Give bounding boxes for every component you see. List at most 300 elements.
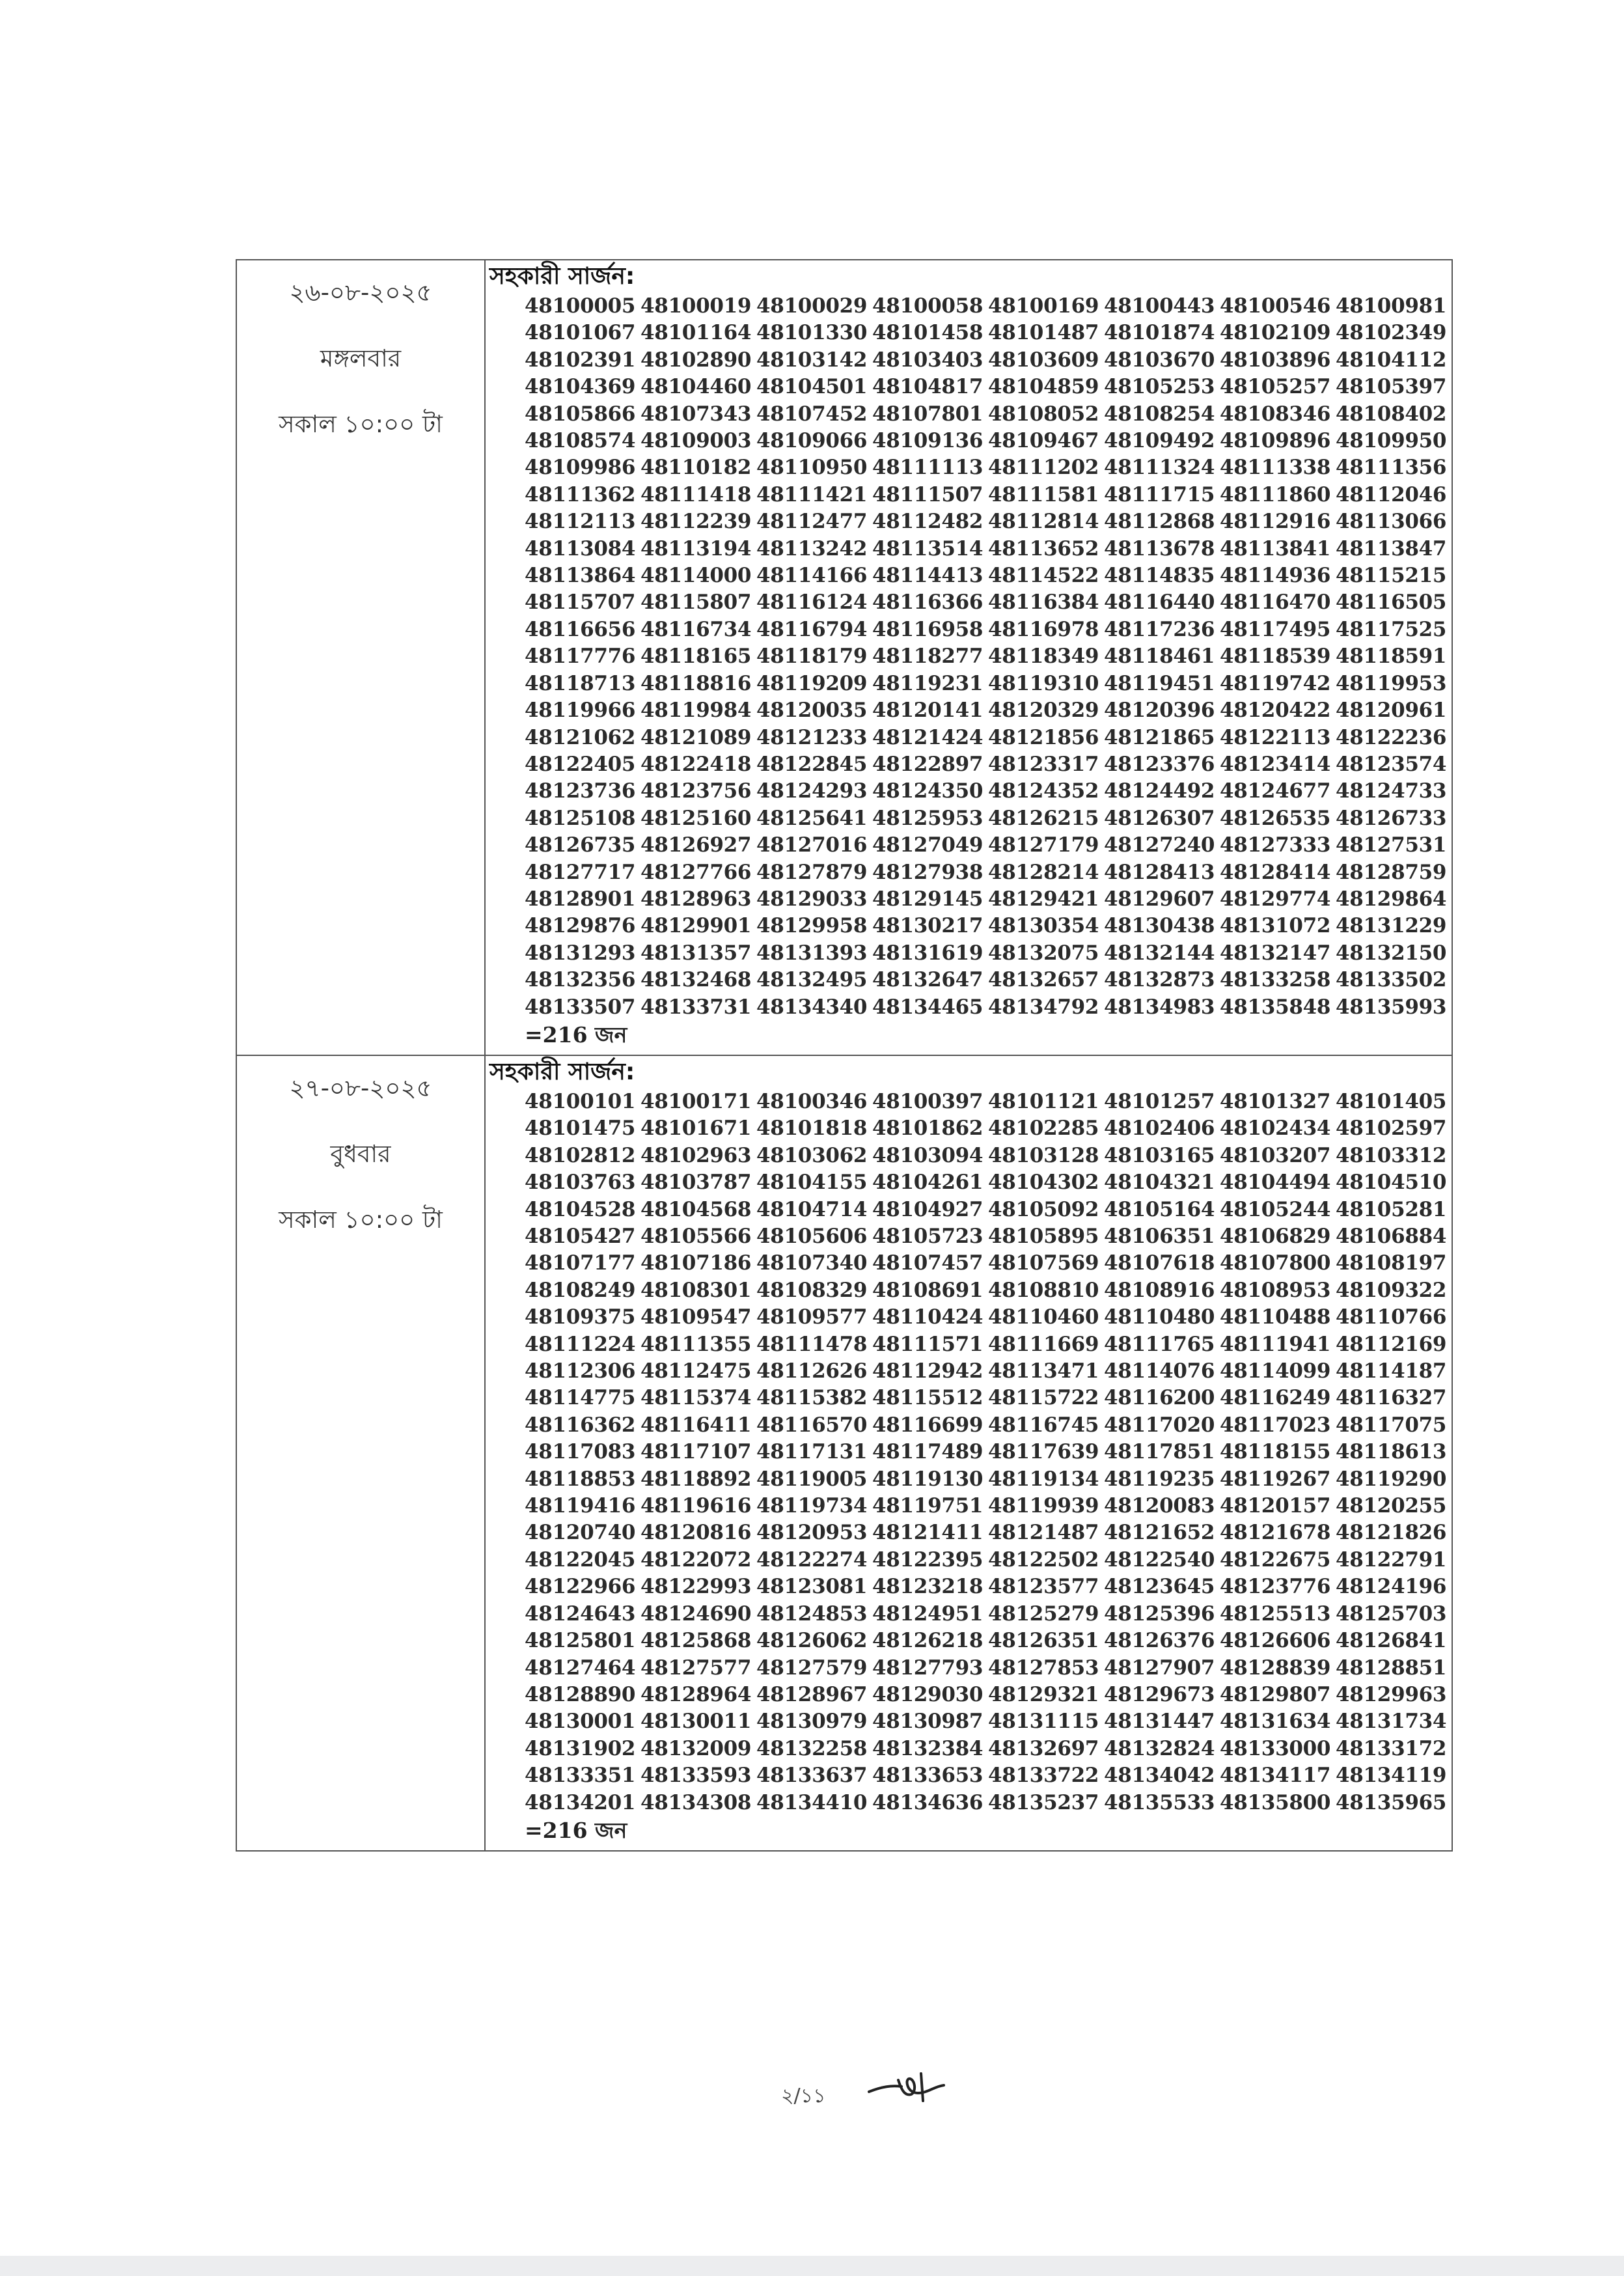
roll-number: 48129774 — [1220, 887, 1331, 911]
roll-number: 48116745 — [988, 1413, 1099, 1437]
roll-number: 48118349 — [988, 645, 1099, 669]
roll-number: 48113678 — [1104, 536, 1215, 561]
roll-number: 48134465 — [872, 995, 984, 1019]
roll-number: 48107452 — [756, 402, 868, 426]
roll-number: 48114522 — [988, 564, 1099, 588]
roll-number: 48122897 — [872, 752, 984, 776]
roll-number: 48105253 — [1104, 375, 1215, 399]
roll-number: 48107343 — [640, 402, 752, 426]
roll-number: 48121062 — [525, 725, 636, 749]
roll-number: 48111669 — [988, 1332, 1099, 1356]
roll-number: 48112916 — [1220, 510, 1331, 534]
roll-number: 48102391 — [525, 348, 636, 372]
roll-number: 48114936 — [1220, 564, 1331, 588]
roll-number: 48120255 — [1336, 1494, 1447, 1518]
roll-number: 48131115 — [988, 1710, 1099, 1734]
roll-number: 48134410 — [756, 1790, 868, 1814]
roll-number: 48110182 — [640, 456, 752, 480]
roll-number: 48126351 — [988, 1629, 1099, 1653]
roll-number: 48119290 — [1336, 1467, 1447, 1491]
roll-number: 48113084 — [525, 536, 636, 561]
roll-number: 48116200 — [1104, 1386, 1215, 1410]
roll-number: 48108810 — [988, 1278, 1099, 1302]
roll-number: 48112942 — [872, 1359, 984, 1383]
roll-number: 48107186 — [640, 1251, 752, 1275]
roll-number: 48119209 — [756, 671, 868, 695]
roll-number: 48126535 — [1220, 806, 1331, 830]
roll-number: 48133258 — [1220, 968, 1331, 992]
roll-number: 48104460 — [640, 375, 752, 399]
roll-number: 48108052 — [988, 402, 1099, 426]
roll-number: 48127531 — [1336, 833, 1447, 857]
roll-number: 48108197 — [1336, 1251, 1447, 1275]
roll-number: 48112868 — [1104, 510, 1215, 534]
roll-number: 48135993 — [1336, 995, 1447, 1019]
exam-date-cell — [236, 260, 485, 1055]
roll-number: 48119451 — [1104, 671, 1215, 695]
roll-number: 48113514 — [872, 536, 984, 561]
roll-number: 48112482 — [872, 510, 984, 534]
roll-number: 48115807 — [640, 590, 752, 615]
roll-number: 48101487 — [988, 321, 1099, 345]
roll-number: 48105244 — [1220, 1197, 1331, 1221]
total-count-value: =216 — [525, 1817, 588, 1843]
roll-number: 48127464 — [525, 1656, 636, 1680]
roll-number: 48132150 — [1336, 941, 1447, 965]
roll-number: 48133637 — [756, 1764, 868, 1788]
roll-number: 48127938 — [872, 860, 984, 884]
roll-number: 48111941 — [1220, 1332, 1331, 1356]
roll-number: 48120961 — [1336, 699, 1447, 723]
roll-number: 48116327 — [1336, 1386, 1447, 1410]
roll-number: 48119742 — [1220, 671, 1331, 695]
roll-number: 48112626 — [756, 1359, 868, 1383]
roll-number: 48108574 — [525, 429, 636, 453]
roll-number: 48104859 — [988, 375, 1099, 399]
roll-number: 48111860 — [1220, 482, 1331, 507]
exam-date-cell — [236, 1055, 485, 1851]
roll-number: 48103062 — [756, 1143, 868, 1167]
roll-number: 48127333 — [1220, 833, 1331, 857]
roll-number: 48129963 — [1336, 1682, 1447, 1706]
roll-number: 48135965 — [1336, 1790, 1447, 1814]
roll-number: 48108346 — [1220, 402, 1331, 426]
roll-number-grid — [525, 1089, 1452, 1816]
roll-number: 48102963 — [640, 1143, 752, 1167]
roll-number: 48123218 — [872, 1575, 984, 1599]
roll-number: 48125801 — [525, 1629, 636, 1653]
roll-number: 48118165 — [640, 645, 752, 669]
total-count-unit: জন — [595, 1021, 627, 1048]
roll-number: 48100019 — [640, 294, 752, 318]
roll-number: 48125703 — [1336, 1602, 1447, 1626]
roll-number: 48105257 — [1220, 375, 1331, 399]
roll-number: 48128963 — [640, 887, 752, 911]
roll-number: 48131293 — [525, 941, 636, 965]
roll-number: 48116699 — [872, 1413, 984, 1437]
roll-number: 48129876 — [525, 914, 636, 938]
roll-number: 48125641 — [756, 806, 868, 830]
roll-number: 48101327 — [1220, 1089, 1331, 1113]
roll-number: 48126215 — [988, 806, 1099, 830]
roll-number: 48112046 — [1336, 482, 1447, 507]
roll-number: 48128414 — [1220, 860, 1331, 884]
roll-number: 48121424 — [872, 725, 984, 749]
roll-number: 48103312 — [1336, 1143, 1447, 1167]
roll-number: 48113194 — [640, 536, 752, 561]
roll-number: 48131072 — [1220, 914, 1331, 938]
roll-number: 48104261 — [872, 1171, 984, 1195]
roll-number: 48109066 — [756, 429, 868, 453]
roll-number: 48133593 — [640, 1764, 752, 1788]
roll-number: 48107801 — [872, 402, 984, 426]
roll-number: 48109467 — [988, 429, 1099, 453]
roll-number: 48121652 — [1104, 1521, 1215, 1545]
roll-number: 48109003 — [640, 429, 752, 453]
roll-number: 48104112 — [1336, 348, 1447, 372]
roll-number: 48116978 — [988, 617, 1099, 641]
table-body — [236, 260, 1452, 1851]
roll-number: 48108329 — [756, 1278, 868, 1302]
roll-number: 48118853 — [525, 1467, 636, 1491]
roll-number: 48131619 — [872, 941, 984, 965]
roll-number: 48122274 — [756, 1547, 868, 1572]
roll-number: 48124350 — [872, 779, 984, 803]
roll-number: 48103787 — [640, 1171, 752, 1195]
roll-number: 48107177 — [525, 1251, 636, 1275]
roll-number: 48134340 — [756, 995, 868, 1019]
roll-number: 48120816 — [640, 1521, 752, 1545]
roll-number: 48100443 — [1104, 294, 1215, 318]
roll-number: 48119751 — [872, 1494, 984, 1518]
roll-number: 48117107 — [640, 1440, 752, 1464]
roll-number: 48101458 — [872, 321, 984, 345]
roll-number: 48127577 — [640, 1656, 752, 1680]
roll-number: 48111355 — [640, 1332, 752, 1356]
roll-number: 48103670 — [1104, 348, 1215, 372]
roll-number: 48104927 — [872, 1197, 984, 1221]
roll-number: 48126307 — [1104, 806, 1215, 830]
post-title: সহকারী সার্জন: — [489, 1058, 635, 1085]
roll-number: 48130217 — [872, 914, 984, 938]
roll-number: 48103609 — [988, 348, 1099, 372]
roll-number: 48129421 — [988, 887, 1099, 911]
roll-number: 48130979 — [756, 1710, 868, 1734]
roll-number: 48108402 — [1336, 402, 1447, 426]
roll-number: 48114166 — [756, 564, 868, 588]
roll-number: 48117131 — [756, 1440, 868, 1464]
roll-number: 48134983 — [1104, 995, 1215, 1019]
roll-number: 48103896 — [1220, 348, 1331, 372]
roll-number: 48108691 — [872, 1278, 984, 1302]
roll-number: 48134042 — [1104, 1764, 1215, 1788]
roll-number: 48116570 — [756, 1413, 868, 1437]
post-title: সহকারী সার্জন: — [489, 263, 635, 290]
roll-number: 48105566 — [640, 1225, 752, 1248]
roll-number: 48109986 — [525, 456, 636, 480]
roll-number: 48120157 — [1220, 1494, 1331, 1518]
roll-number: 48119005 — [756, 1467, 868, 1491]
roll-number: 48128839 — [1220, 1656, 1331, 1680]
roll-number: 48109547 — [640, 1305, 752, 1329]
exam-date: ২৭-০৮-২০২৫ — [289, 1074, 432, 1102]
page-number: ২/১১ — [781, 2085, 826, 2107]
roll-number: 48104494 — [1220, 1171, 1331, 1195]
roll-number: 48111356 — [1336, 456, 1447, 480]
roll-number: 48121089 — [640, 725, 752, 749]
roll-number: 48116384 — [988, 590, 1099, 615]
roll-number: 48126927 — [640, 833, 752, 857]
roll-number: 48104817 — [872, 375, 984, 399]
roll-number: 48108254 — [1104, 402, 1215, 426]
roll-number: 48100169 — [988, 294, 1099, 318]
roll-number: 48116470 — [1220, 590, 1331, 615]
roll-number: 48131634 — [1220, 1710, 1331, 1734]
roll-number: 48104528 — [525, 1197, 636, 1221]
roll-number: 48123317 — [988, 752, 1099, 776]
roll-number: 48109322 — [1336, 1278, 1447, 1302]
roll-number: 48120740 — [525, 1521, 636, 1545]
roll-number: 48125953 — [872, 806, 984, 830]
roll-number: 48108249 — [525, 1278, 636, 1302]
roll-number: 48133000 — [1220, 1736, 1331, 1760]
roll-number: 48126376 — [1104, 1629, 1215, 1653]
roll-number: 48134792 — [988, 995, 1099, 1019]
roll-number: 48112814 — [988, 510, 1099, 534]
roll-number: 48111362 — [525, 482, 636, 507]
roll-number: 48116958 — [872, 617, 984, 641]
roll-number: 48122113 — [1220, 725, 1331, 749]
exam-time: সকাল ১০:০০ টা — [279, 410, 443, 438]
roll-number: 48105895 — [988, 1225, 1099, 1248]
roll-number: 48132647 — [872, 968, 984, 992]
roll-number: 48122405 — [525, 752, 636, 776]
roll-number: 48109375 — [525, 1305, 636, 1329]
roll-number: 48101818 — [756, 1117, 868, 1141]
roll-number: 48101121 — [988, 1089, 1099, 1113]
roll-number: 48111765 — [1104, 1332, 1215, 1356]
roll-number: 48105092 — [988, 1197, 1099, 1221]
roll-number: 48128851 — [1336, 1656, 1447, 1680]
roll-number: 48117083 — [525, 1440, 636, 1464]
roll-number: 48110766 — [1336, 1305, 1447, 1329]
roll-number: 48115374 — [640, 1386, 752, 1410]
roll-number: 48127717 — [525, 860, 636, 884]
roll-number: 48129321 — [988, 1682, 1099, 1706]
roll-number: 48118892 — [640, 1467, 752, 1491]
roll-number: 48102349 — [1336, 321, 1447, 345]
total-count-value: =216 — [525, 1021, 588, 1048]
roll-number: 48127793 — [872, 1656, 984, 1680]
roll-number: 48135848 — [1220, 995, 1331, 1019]
roll-number: 48103403 — [872, 348, 984, 372]
roll-number-grid — [525, 293, 1452, 1021]
roll-number: 48105427 — [525, 1225, 636, 1248]
roll-number: 48119231 — [872, 671, 984, 695]
roll-number: 48112169 — [1336, 1332, 1447, 1356]
roll-number: 48109950 — [1336, 429, 1447, 453]
roll-number: 48108953 — [1220, 1278, 1331, 1302]
roll-list-cell — [485, 1055, 1452, 1851]
roll-number: 48107569 — [988, 1251, 1099, 1275]
roll-number: 48104714 — [756, 1197, 868, 1221]
roll-number: 48123776 — [1220, 1575, 1331, 1599]
roll-number: 48100029 — [756, 294, 868, 318]
roll-number: 48119966 — [525, 699, 636, 723]
roll-number: 48109896 — [1220, 429, 1331, 453]
roll-number: 48120422 — [1220, 699, 1331, 723]
roll-number: 48124853 — [756, 1602, 868, 1626]
roll-number: 48128890 — [525, 1682, 636, 1706]
roll-number: 48105866 — [525, 402, 636, 426]
roll-number: 48117489 — [872, 1440, 984, 1464]
roll-number: 48107457 — [872, 1251, 984, 1275]
roll-number: 48129673 — [1104, 1682, 1215, 1706]
roll-number: 48127853 — [988, 1656, 1099, 1680]
roll-number: 48117020 — [1104, 1413, 1215, 1437]
roll-number: 48102434 — [1220, 1117, 1331, 1141]
schedule-row — [236, 1055, 1452, 1851]
roll-number: 48131229 — [1336, 914, 1447, 938]
roll-number: 48114775 — [525, 1386, 636, 1410]
roll-number: 48122395 — [872, 1547, 984, 1572]
roll-number: 48134201 — [525, 1790, 636, 1814]
roll-number: 48121487 — [988, 1521, 1099, 1545]
roll-number: 48115722 — [988, 1386, 1099, 1410]
roll-number: 48132824 — [1104, 1736, 1215, 1760]
roll-number: 48100058 — [872, 294, 984, 318]
roll-number: 48105606 — [756, 1225, 868, 1248]
roll-number: 48121233 — [756, 725, 868, 749]
roll-number: 48112475 — [640, 1359, 752, 1383]
roll-number: 48120953 — [756, 1521, 868, 1545]
roll-number: 48119416 — [525, 1494, 636, 1518]
roll-number: 48124492 — [1104, 779, 1215, 803]
exam-date: ২৬-০৮-২০২৫ — [289, 279, 432, 307]
roll-number: 48133351 — [525, 1764, 636, 1788]
roll-number: 48127766 — [640, 860, 752, 884]
roll-number: 48124293 — [756, 779, 868, 803]
roll-number: 48127240 — [1104, 833, 1215, 857]
roll-number: 48111338 — [1220, 456, 1331, 480]
roll-number: 48132873 — [1104, 968, 1215, 992]
roll-number: 48108916 — [1104, 1278, 1215, 1302]
roll-number: 48123574 — [1336, 752, 1447, 776]
roll-number: 48100005 — [525, 294, 636, 318]
roll-number: 48117776 — [525, 645, 636, 669]
roll-number: 48133507 — [525, 995, 636, 1019]
roll-number: 48106829 — [1220, 1225, 1331, 1248]
roll-number: 48122072 — [640, 1547, 752, 1572]
roll-number: 48129901 — [640, 914, 752, 938]
roll-number: 48125108 — [525, 806, 636, 830]
roll-number: 48132147 — [1220, 941, 1331, 965]
roll-number: 48101164 — [640, 321, 752, 345]
roll-number: 48113864 — [525, 564, 636, 588]
roll-number: 48116656 — [525, 617, 636, 641]
roll-number: 48116794 — [756, 617, 868, 641]
roll-number: 48133502 — [1336, 968, 1447, 992]
roll-number: 48125279 — [988, 1602, 1099, 1626]
roll-number: 48102109 — [1220, 321, 1331, 345]
roll-number: 48114000 — [640, 564, 752, 588]
roll-number: 48122045 — [525, 1547, 636, 1572]
roll-number: 48119134 — [988, 1467, 1099, 1491]
total-count — [525, 1816, 1452, 1845]
roll-number: 48130011 — [640, 1710, 752, 1734]
roll-number: 48132468 — [640, 968, 752, 992]
roll-number: 48122236 — [1336, 725, 1447, 749]
exam-day: বুধবার — [330, 1139, 391, 1168]
roll-number: 48127579 — [756, 1656, 868, 1680]
roll-number: 48128964 — [640, 1682, 752, 1706]
roll-number: 48112239 — [640, 510, 752, 534]
roll-number: 48119267 — [1220, 1467, 1331, 1491]
roll-number: 48125513 — [1220, 1602, 1331, 1626]
roll-number: 48123376 — [1104, 752, 1215, 776]
total-count — [525, 1021, 1452, 1049]
roll-number: 48119616 — [640, 1494, 752, 1518]
roll-number: 48104568 — [640, 1197, 752, 1221]
roll-number: 48111478 — [756, 1332, 868, 1356]
roll-number: 48115707 — [525, 590, 636, 615]
roll-number: 48124733 — [1336, 779, 1447, 803]
roll-number: 48129033 — [756, 887, 868, 911]
roll-number: 48111715 — [1104, 482, 1215, 507]
roll-number: 48103094 — [872, 1143, 984, 1167]
roll-number: 48113242 — [756, 536, 868, 561]
roll-number: 48128413 — [1104, 860, 1215, 884]
roll-number: 48101257 — [1104, 1089, 1215, 1113]
schedule-row — [236, 260, 1452, 1055]
roll-number: 48100101 — [525, 1089, 636, 1113]
roll-number: 48107618 — [1104, 1251, 1215, 1275]
roll-number: 48104369 — [525, 375, 636, 399]
roll-number: 48103128 — [988, 1143, 1099, 1167]
roll-number: 48118539 — [1220, 645, 1331, 669]
roll-number: 48103763 — [525, 1171, 636, 1195]
roll-number: 48117525 — [1336, 617, 1447, 641]
roll-number: 48120035 — [756, 699, 868, 723]
roll-number: 48114413 — [872, 564, 984, 588]
roll-number: 48113066 — [1336, 510, 1447, 534]
roll-number: 48109136 — [872, 429, 984, 453]
roll-number: 48118816 — [640, 671, 752, 695]
roll-number: 48118613 — [1336, 1440, 1447, 1464]
roll-number: 48113471 — [988, 1359, 1099, 1383]
roll-number: 48129807 — [1220, 1682, 1331, 1706]
roll-number: 48132657 — [988, 968, 1099, 992]
roll-number: 48116249 — [1220, 1386, 1331, 1410]
roll-number: 48135533 — [1104, 1790, 1215, 1814]
roll-number: 48107800 — [1220, 1251, 1331, 1275]
roll-number: 48121411 — [872, 1521, 984, 1545]
roll-number: 48119310 — [988, 671, 1099, 695]
roll-list-cell — [485, 260, 1452, 1055]
roll-number: 48116124 — [756, 590, 868, 615]
roll-number: 48131393 — [756, 941, 868, 965]
roll-number: 48124196 — [1336, 1575, 1447, 1599]
roll-number: 48129958 — [756, 914, 868, 938]
roll-number: 48134636 — [872, 1790, 984, 1814]
roll-number: 48118591 — [1336, 645, 1447, 669]
roll-number: 48100346 — [756, 1089, 868, 1113]
roll-number: 48111571 — [872, 1332, 984, 1356]
roll-number: 48123736 — [525, 779, 636, 803]
roll-number: 48132075 — [988, 941, 1099, 965]
roll-number: 48105164 — [1104, 1197, 1215, 1221]
roll-schedule-table — [236, 259, 1453, 1852]
